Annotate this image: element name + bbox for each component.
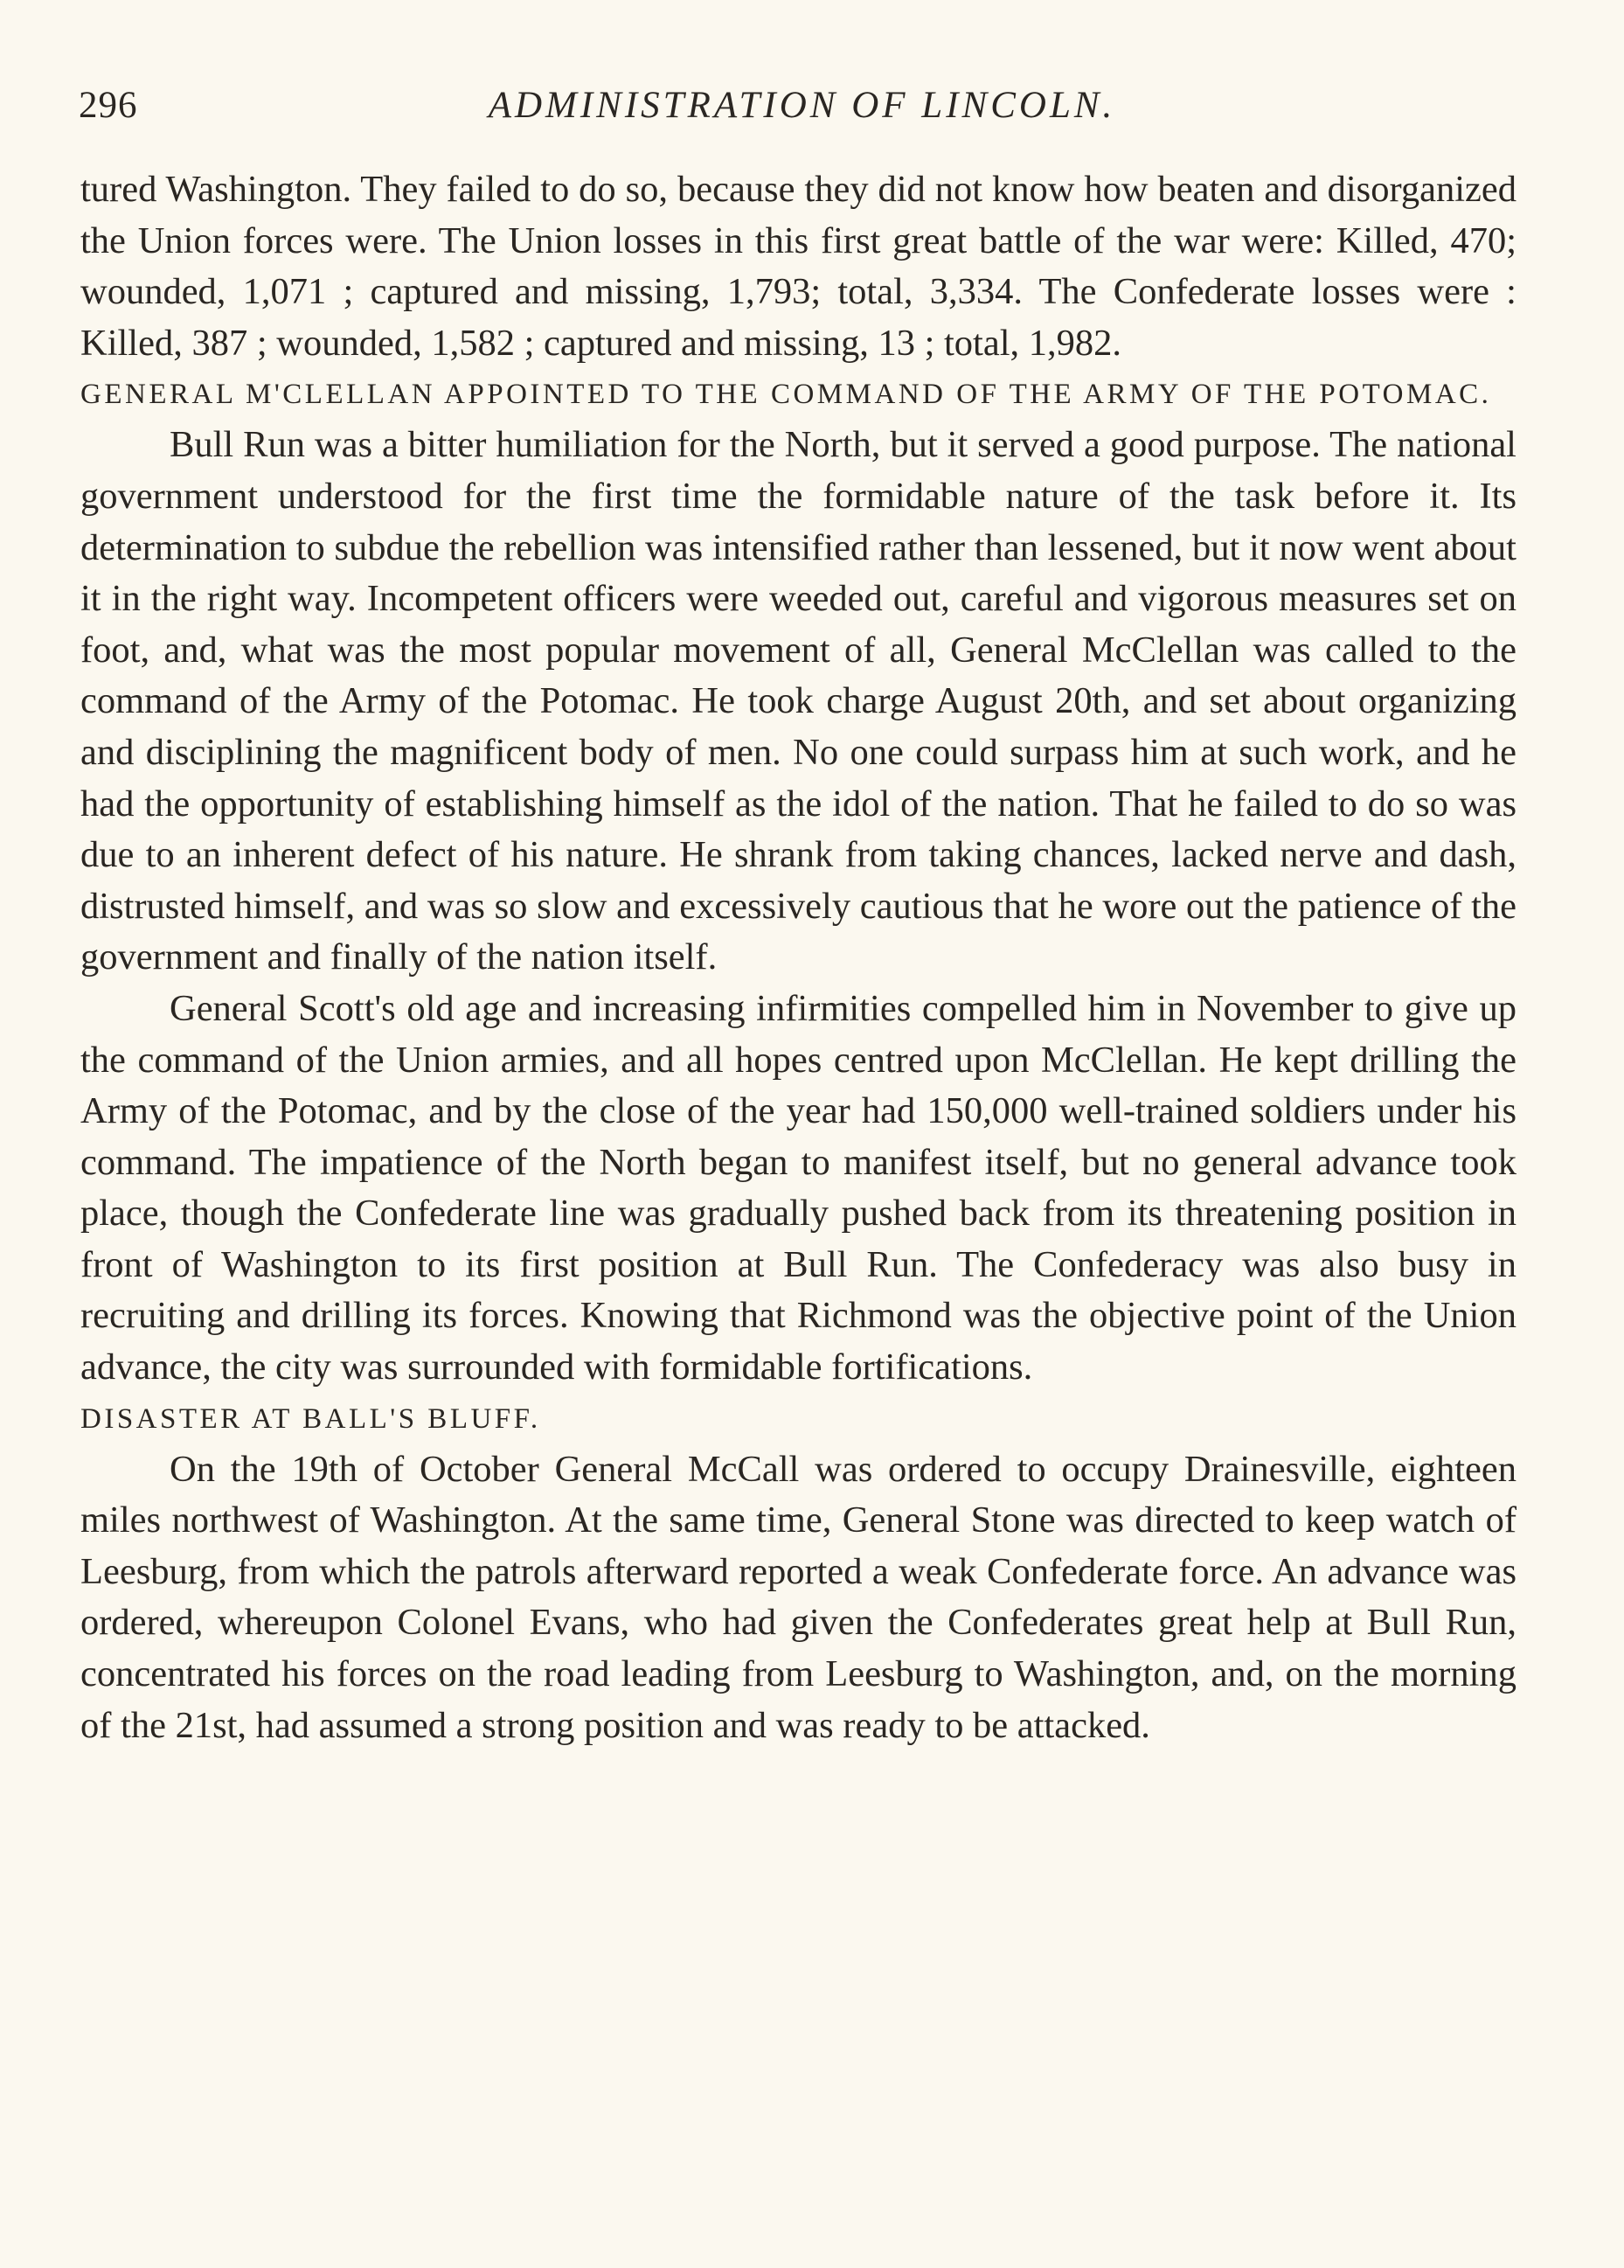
paragraph-mccall: On the 19th of October General McCall was ordered to occupy Drainesville, eighteen miles northwest of Washington. At the same time, General Stone was directed to keep watch of Leesburg, from which the patrols afterward reported a weak Confederate force. An advance was ordered, whereupon Colonel Evans, who had given the Confederates great help at Bull Run, concentrated his forces on the road leading from Leesburg to Washington, and, on the morning of the 21st, had assumed a strong position and was ready to be attacked.	[80, 1448, 1516, 1746]
running-title: ADMINISTRATION OF LINCOLN.	[488, 85, 1116, 126]
page-header	[79, 84, 1525, 136]
section-heading-mcclellan: GENERAL M'CLELLAN APPOINTED TO THE COMMAND OF THE ARMY OF THE POTOMAC.	[80, 379, 1492, 411]
paragraph-continuation: tured Washington. They failed to do so, because they did not know how beaten and disorganized the Union forces were. The Union losses in this first great battle of the war were: Killed, 470; wounded, 1,071 ; captured and missing, 1,793; total, 3,334. The Confederate losses were : Killed, 387 ; wounded, 1,582 ; captured and missing, 13 ; total, 1,982.	[80, 169, 1516, 364]
paragraph-general-scott: General Scott's old age and increasing infirmities compelled him in November to give up the command of the Union armies, and all hopes centred upon McClellan. He kept drilling the Army of the Potomac, and by the close of the year had 150,000 well-trained soldiers under his command. The impatience of the North began to manifest itself, but no general advance took place, though the Confederate line was gradually pushed back from its threatening position in front of Washington to its first position at Bull Run. The Confederacy was also busy in recruiting and drilling its forces. Knowing that Richmond was the objective point of the Union advance, the city was surrounded with formidable fortifications.	[80, 987, 1516, 1388]
section-heading-balls-bluff: DISASTER AT BALL'S BLUFF.	[80, 1402, 541, 1435]
page-number: 296	[79, 85, 138, 126]
paragraph-bull-run: Bull Run was a bitter humiliation for the North, but it served a good purpose. The national government understood for the first time the formidable nature of the task before it. Its determination to subdue the rebellion was intensified rather than lessened, but it now went about it in the right way. Incompetent officers were weeded out, careful and vigorous measures set on foot, and, what was the most popular movement of all, General McClellan was called to the command of the Army of the Potomac. He took charge August 20th, and set about organizing and disciplining the magnificent body of men. No one could surpass him at such work, and he had the opportunity of establishing himself as the idol of the nation. That he failed to do so was due to an inherent defect of his nature. He shrank from taking chances, lacked nerve and dash, distrusted himself, and was so slow and excessively cautious that he wore out the patience of the government and finally of the nation itself.	[80, 424, 1516, 978]
page-body	[80, 164, 1516, 1751]
